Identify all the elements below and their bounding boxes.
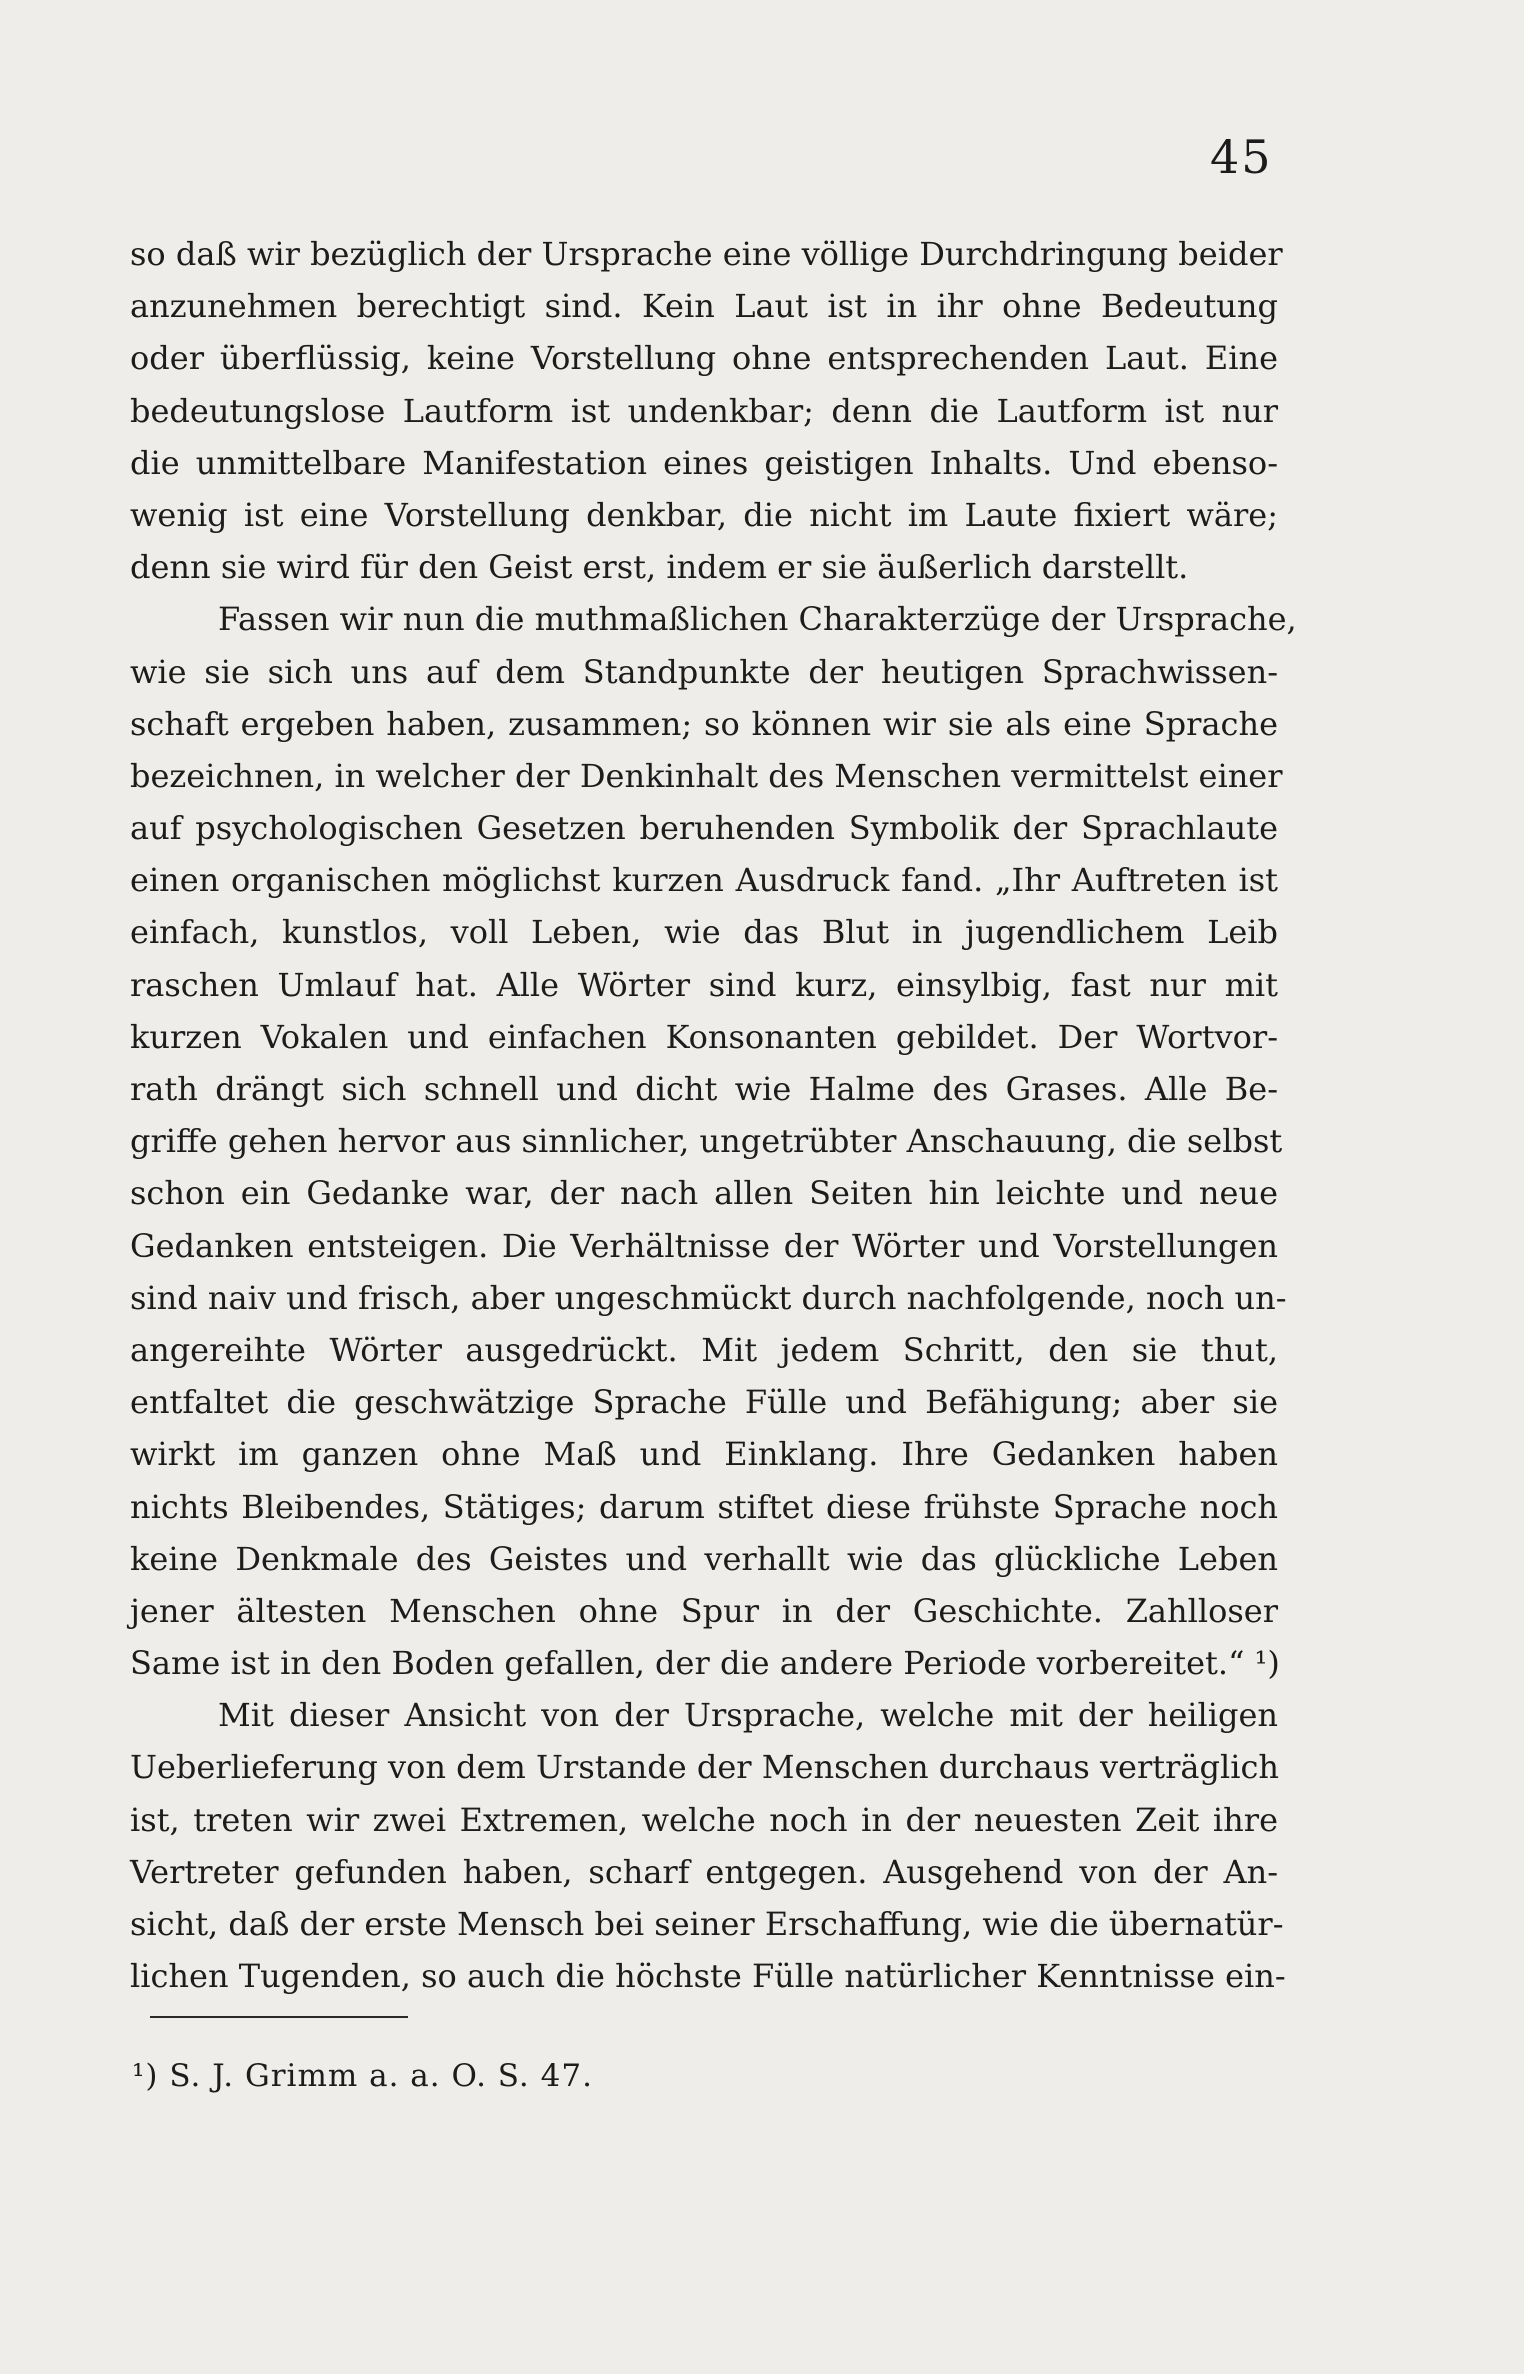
page-number: 45 [1210,130,1273,184]
text-line: bezeichnen, in welcher der Denkinhalt des Menschen vermittelst einer [130,756,1283,795]
text-line: wirkt im ganzen ohne Maß und Einklang. Ihre Gedanken haben [130,1435,1278,1474]
footnote [132,2058,593,2094]
text-line: so daß wir bezüglich der Ursprache eine völlige Durchdringung beider [130,235,1283,273]
paragraph-start-line: Mit dieser Ansicht von der Ursprache, welche mit der heiligen [218,1696,1278,1735]
text-line: oder überflüssig, keine Vorstellung ohne entsprechenden Laut. Eine [130,339,1278,378]
text-line: auf psychologischen Gesetzen beruhenden Symbolik der Sprachlaute [130,809,1278,848]
text-line: schaft ergeben haben, zusammen; so können wir sie als eine Sprache [130,704,1278,743]
text-line: Gedanken entsteigen. Die Verhältnisse der Wörter und Vorstellungen [130,1226,1278,1265]
text-line: denn sie wird für den Geist erst, indem er sie äußerlich darstellt. [130,548,1189,587]
text-line: Same ist in den Boden gefallen, der die andere Periode vorbereitet.“ ¹) [130,1644,1280,1683]
text-line: anzunehmen berechtigt sind. Kein Laut ist in ihr ohne Bedeutung [130,287,1278,326]
footnote-marker: ¹) [132,2058,159,2094]
text-line: entfaltet die geschwätzige Sprache Fülle und Befähigung; aber sie [130,1383,1278,1422]
text-line: sind naiv und frisch, aber ungeschmückt durch nachfolgende, noch un- [130,1278,1287,1317]
footnote-text: S. J. Grimm a. a. O. S. 47. [169,2058,593,2094]
paragraph-start-line: Fassen wir nun die muthmaßlichen Charakterzüge der Ursprache, [218,600,1297,639]
text-line: nichts Bleibendes, Stätiges; darum stiftet diese frühste Sprache noch [130,1487,1278,1526]
body-text [130,228,1297,2002]
text-line: lichen Tugenden, so auch die höchste Fülle natürlicher Kenntnisse ein- [130,1957,1286,1996]
text-line: einfach, kunstlos, voll Leben, wie das Blut in jugendlichem Leib [130,913,1278,952]
text-line: einen organischen möglichst kurzen Ausdruck fand. „Ihr Auftreten ist [130,861,1278,900]
text-line: wie sie sich uns auf dem Standpunkte der heutigen Sprachwissen- [130,652,1278,691]
text-line: griffe gehen hervor aus sinnlicher, ungetrübter Anschauung, die selbst [130,1122,1283,1161]
text-line: bedeutungslose Lautform ist undenkbar; denn die Lautform ist nur [130,391,1278,430]
text-line: Vertreter gefunden haben, scharf entgegen. Ausgehend von der An- [130,1852,1278,1891]
text-line: schon ein Gedanke war, der nach allen Seiten hin leichte und neue [130,1174,1278,1213]
text-line: angereihte Wörter ausgedrückt. Mit jedem Schritt, den sie thut, [130,1330,1278,1369]
text-line: jener ältesten Menschen ohne Spur in der Geschichte. Zahlloser [130,1591,1278,1630]
text-line: kurzen Vokalen und einfachen Konsonanten gebildet. Der Wortvor- [130,1017,1278,1056]
text-line: keine Denkmale des Geistes und verhallt wie das glückliche Leben [130,1539,1278,1578]
footnote-divider [150,2016,408,2018]
text-line: Ueberlieferung von dem Urstande der Menschen durchaus verträglich [130,1748,1279,1787]
text-line: ist, treten wir zwei Extremen, welche noch in der neuesten Zeit ihre [130,1800,1278,1839]
text-line: raschen Umlauf hat. Alle Wörter sind kurz, einsylbig, fast nur mit [130,965,1278,1004]
text-line: rath drängt sich schnell und dicht wie Halme des Grases. Alle Be- [130,1070,1278,1108]
text-line: wenig ist eine Vorstellung denkbar, die nicht im Laute fixiert wäre; [130,495,1278,534]
text-line: die unmittelbare Manifestation eines geistigen Inhalts. Und ebenso- [130,443,1278,482]
text-line: sicht, daß der erste Mensch bei seiner Erschaffung, wie die übernatür- [130,1905,1284,1943]
